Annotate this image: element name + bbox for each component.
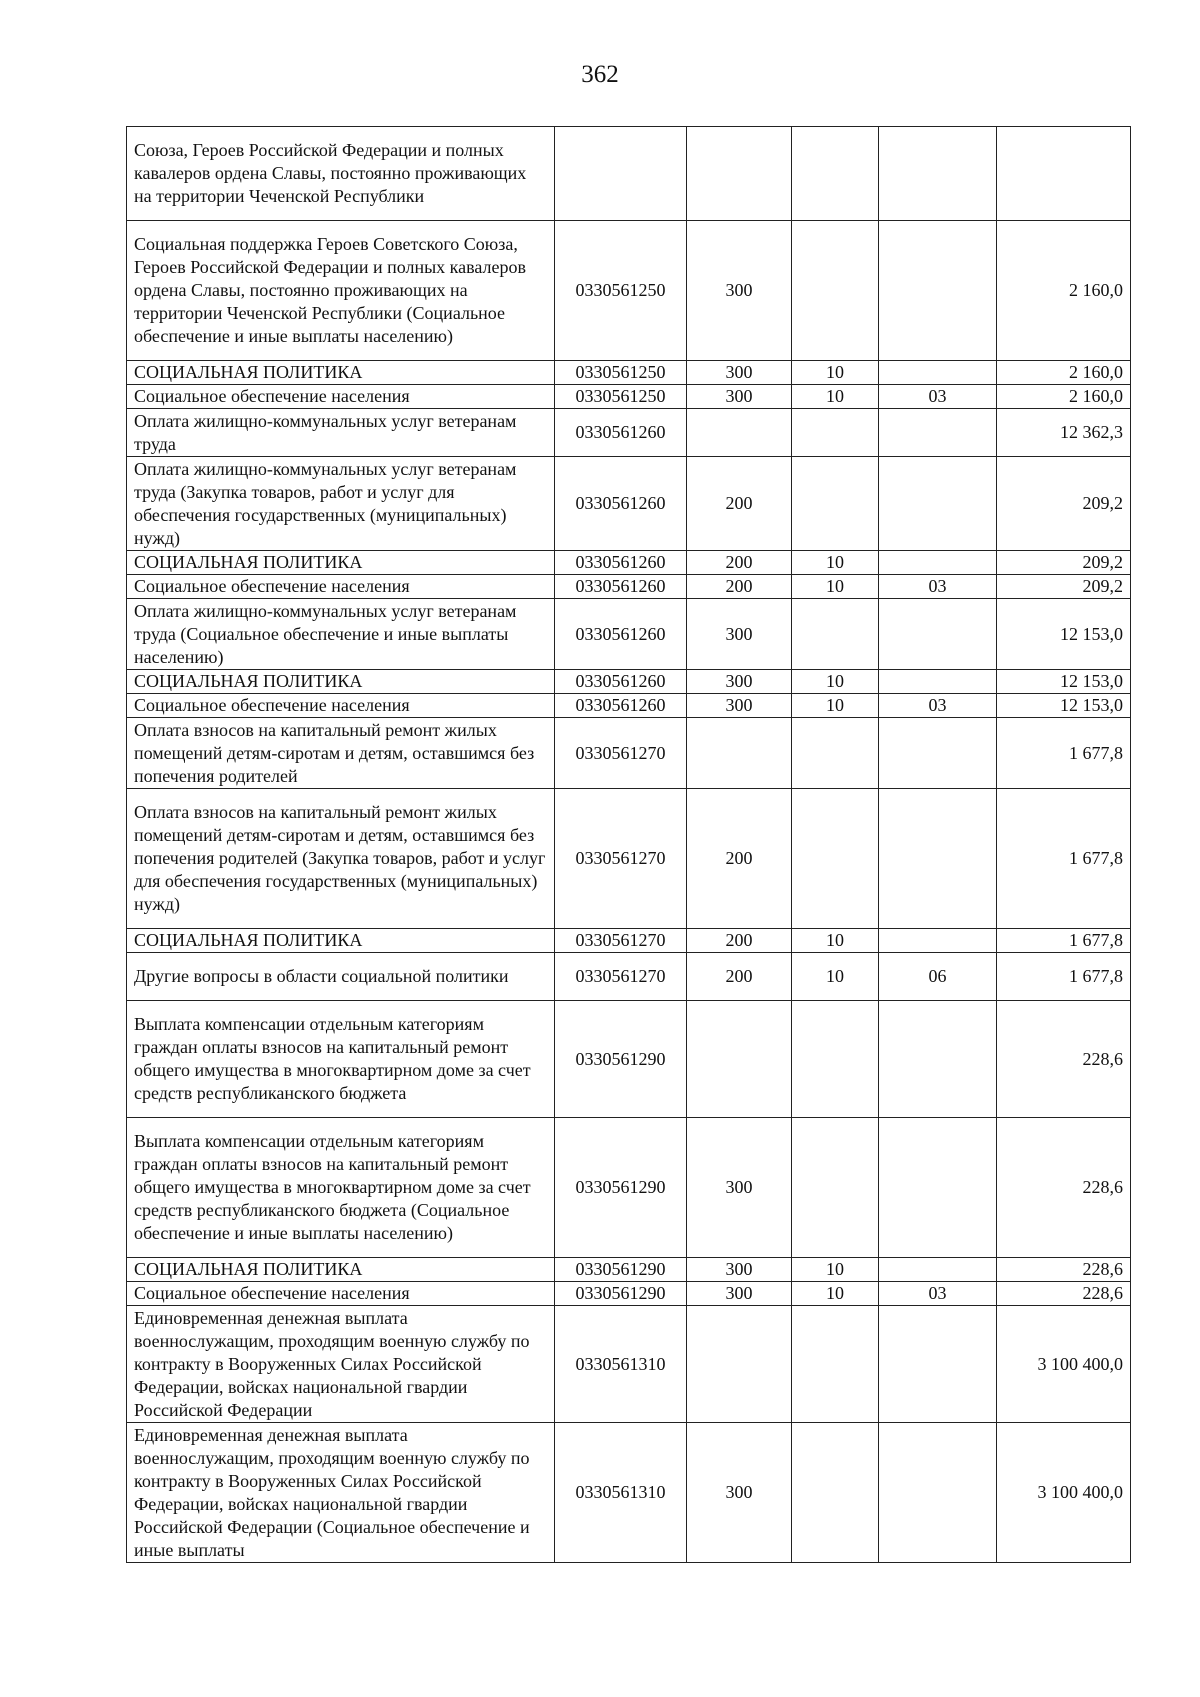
item-name: СОЦИАЛЬНАЯ ПОЛИТИКА xyxy=(127,551,555,575)
item-name: Оплата взносов на капитальный ремонт жилых помещений детям-сиротам и детям, оставшимся без попечения родителей xyxy=(127,718,555,789)
section-code xyxy=(792,1001,879,1118)
target-article-code: 0330561250 xyxy=(555,361,687,385)
subsection-code xyxy=(879,409,997,457)
amount: 1 677,8 xyxy=(997,789,1131,929)
target-article-code: 0330561310 xyxy=(555,1306,687,1423)
section-code: 10 xyxy=(792,385,879,409)
target-article-code: 0330561270 xyxy=(555,929,687,953)
target-article-code: 0330561260 xyxy=(555,694,687,718)
table-row xyxy=(127,1423,1131,1563)
subsection-code xyxy=(879,1001,997,1118)
item-name: СОЦИАЛЬНАЯ ПОЛИТИКА xyxy=(127,1258,555,1282)
expense-type-code: 200 xyxy=(687,457,792,551)
table-row xyxy=(127,551,1131,575)
item-name: Единовременная денежная выплата военнослужащим, проходящим военную службу по контракту в Вооруженных Силах Российской Федерации, войсках национальной гвардии Российской Федерации xyxy=(127,1306,555,1423)
subsection-code xyxy=(879,599,997,670)
target-article-code: 0330561290 xyxy=(555,1118,687,1258)
amount: 3 100 400,0 xyxy=(997,1423,1131,1563)
section-code xyxy=(792,1118,879,1258)
table-row xyxy=(127,409,1131,457)
amount: 209,2 xyxy=(997,575,1131,599)
target-article-code: 0330561250 xyxy=(555,221,687,361)
item-name: Единовременная денежная выплата военнослужащим, проходящим военную службу по контракту в Вооруженных Силах Российской Федерации, войсках национальной гвардии Российской Федерации (Социальное обеспечение и иные выплаты xyxy=(127,1423,555,1563)
subsection-code xyxy=(879,457,997,551)
amount: 12 153,0 xyxy=(997,694,1131,718)
expense-type-code: 300 xyxy=(687,1423,792,1563)
section-code xyxy=(792,127,879,221)
amount: 228,6 xyxy=(997,1118,1131,1258)
table-row xyxy=(127,953,1131,1001)
amount: 2 160,0 xyxy=(997,361,1131,385)
amount: 1 677,8 xyxy=(997,929,1131,953)
section-code: 10 xyxy=(792,1258,879,1282)
subsection-code xyxy=(879,361,997,385)
expense-type-code: 300 xyxy=(687,361,792,385)
item-name: Оплата жилищно-коммунальных услуг ветеранам труда (Закупка товаров, работ и услуг для обеспечения государственных (муниципальных) нужд) xyxy=(127,457,555,551)
target-article-code: 0330561270 xyxy=(555,789,687,929)
amount: 12 153,0 xyxy=(997,599,1131,670)
section-code xyxy=(792,718,879,789)
table-row xyxy=(127,1001,1131,1118)
expense-type-code: 200 xyxy=(687,953,792,1001)
section-code xyxy=(792,409,879,457)
item-name: Оплата взносов на капитальный ремонт жилых помещений детям-сиротам и детям, оставшимся без попечения родителей (Закупка товаров, работ и услуг для обеспечения государственных (муниципальных) нужд) xyxy=(127,789,555,929)
subsection-code xyxy=(879,929,997,953)
subsection-code xyxy=(879,1423,997,1563)
expense-type-code: 300 xyxy=(687,1118,792,1258)
item-name: СОЦИАЛЬНАЯ ПОЛИТИКА xyxy=(127,929,555,953)
section-code xyxy=(792,1306,879,1423)
item-name: Социальное обеспечение населения xyxy=(127,385,555,409)
expense-type-code xyxy=(687,718,792,789)
item-name: Социальное обеспечение населения xyxy=(127,575,555,599)
section-code: 10 xyxy=(792,1282,879,1306)
subsection-code xyxy=(879,127,997,221)
target-article-code: 0330561290 xyxy=(555,1258,687,1282)
table-row xyxy=(127,361,1131,385)
subsection-code xyxy=(879,551,997,575)
expense-type-code: 200 xyxy=(687,789,792,929)
target-article-code xyxy=(555,127,687,221)
item-name: Выплата компенсации отдельным категориям граждан оплаты взносов на капитальный ремонт общего имущества в многоквартирном доме за счет средств республиканского бюджета (Социальное обеспечение и иные выплаты населению) xyxy=(127,1118,555,1258)
table-row xyxy=(127,385,1131,409)
expense-type-code: 300 xyxy=(687,385,792,409)
expense-type-code: 300 xyxy=(687,221,792,361)
item-name: Социальное обеспечение населения xyxy=(127,1282,555,1306)
subsection-code xyxy=(879,221,997,361)
amount: 12 153,0 xyxy=(997,670,1131,694)
item-name: Другие вопросы в области социальной политики xyxy=(127,953,555,1001)
expense-type-code xyxy=(687,127,792,221)
target-article-code: 0330561260 xyxy=(555,457,687,551)
item-name: СОЦИАЛЬНАЯ ПОЛИТИКА xyxy=(127,361,555,385)
section-code: 10 xyxy=(792,361,879,385)
amount: 228,6 xyxy=(997,1001,1131,1118)
table-row xyxy=(127,670,1131,694)
amount xyxy=(997,127,1131,221)
expense-type-code: 300 xyxy=(687,694,792,718)
target-article-code: 0330561270 xyxy=(555,718,687,789)
table-row xyxy=(127,718,1131,789)
section-code xyxy=(792,599,879,670)
section-code xyxy=(792,789,879,929)
subsection-code: 03 xyxy=(879,694,997,718)
section-code: 10 xyxy=(792,551,879,575)
subsection-code xyxy=(879,789,997,929)
target-article-code: 0330561250 xyxy=(555,385,687,409)
section-code xyxy=(792,457,879,551)
table-row xyxy=(127,1118,1131,1258)
section-code: 10 xyxy=(792,575,879,599)
table-row xyxy=(127,457,1131,551)
section-code: 10 xyxy=(792,694,879,718)
amount: 209,2 xyxy=(997,457,1131,551)
subsection-code: 06 xyxy=(879,953,997,1001)
item-name: Социальная поддержка Героев Советского Союза, Героев Российской Федерации и полных кавалеров ордена Славы, постоянно проживающих на территории Чеченской Республики (Социальное обеспечение и иные выплаты населению) xyxy=(127,221,555,361)
amount: 1 677,8 xyxy=(997,953,1131,1001)
expense-type-code: 300 xyxy=(687,670,792,694)
item-name: Оплата жилищно-коммунальных услуг ветеранам труда (Социальное обеспечение и иные выплаты населению) xyxy=(127,599,555,670)
target-article-code: 0330561260 xyxy=(555,409,687,457)
section-code: 10 xyxy=(792,953,879,1001)
target-article-code: 0330561260 xyxy=(555,599,687,670)
target-article-code: 0330561260 xyxy=(555,551,687,575)
target-article-code: 0330561310 xyxy=(555,1423,687,1563)
subsection-code: 03 xyxy=(879,385,997,409)
item-name: Выплата компенсации отдельным категориям граждан оплаты взносов на капитальный ремонт общего имущества в многоквартирном доме за счет средств республиканского бюджета xyxy=(127,1001,555,1118)
expense-type-code: 300 xyxy=(687,599,792,670)
expense-type-code xyxy=(687,409,792,457)
expense-type-code xyxy=(687,1306,792,1423)
table-row xyxy=(127,789,1131,929)
table-row xyxy=(127,1258,1131,1282)
subsection-code xyxy=(879,718,997,789)
table-row xyxy=(127,599,1131,670)
budget-table xyxy=(126,126,1131,1563)
section-code: 10 xyxy=(792,670,879,694)
table-row xyxy=(127,127,1131,221)
amount: 209,2 xyxy=(997,551,1131,575)
item-name: Союза, Героев Российской Федерации и полных кавалеров ордена Славы, постоянно проживающих на территории Чеченской Республики xyxy=(127,127,555,221)
subsection-code xyxy=(879,670,997,694)
table-row xyxy=(127,575,1131,599)
subsection-code xyxy=(879,1258,997,1282)
item-name: Социальное обеспечение населения xyxy=(127,694,555,718)
amount: 3 100 400,0 xyxy=(997,1306,1131,1423)
amount: 228,6 xyxy=(997,1282,1131,1306)
table-row xyxy=(127,1306,1131,1423)
budget-table-body xyxy=(127,127,1131,1563)
expense-type-code xyxy=(687,1001,792,1118)
subsection-code xyxy=(879,1118,997,1258)
expense-type-code: 200 xyxy=(687,575,792,599)
subsection-code: 03 xyxy=(879,1282,997,1306)
table-row xyxy=(127,694,1131,718)
expense-type-code: 300 xyxy=(687,1282,792,1306)
amount: 228,6 xyxy=(997,1258,1131,1282)
table-row xyxy=(127,1282,1131,1306)
section-code: 10 xyxy=(792,929,879,953)
target-article-code: 0330561290 xyxy=(555,1282,687,1306)
target-article-code: 0330561260 xyxy=(555,670,687,694)
amount: 12 362,3 xyxy=(997,409,1131,457)
expense-type-code: 200 xyxy=(687,551,792,575)
subsection-code xyxy=(879,1306,997,1423)
subsection-code: 03 xyxy=(879,575,997,599)
amount: 2 160,0 xyxy=(997,221,1131,361)
amount: 2 160,0 xyxy=(997,385,1131,409)
expense-type-code: 200 xyxy=(687,929,792,953)
target-article-code: 0330561260 xyxy=(555,575,687,599)
expense-type-code: 300 xyxy=(687,1258,792,1282)
target-article-code: 0330561270 xyxy=(555,953,687,1001)
table-row xyxy=(127,221,1131,361)
table-row xyxy=(127,929,1131,953)
target-article-code: 0330561290 xyxy=(555,1001,687,1118)
item-name: Оплата жилищно-коммунальных услуг ветеранам труда xyxy=(127,409,555,457)
item-name: СОЦИАЛЬНАЯ ПОЛИТИКА xyxy=(127,670,555,694)
section-code xyxy=(792,221,879,361)
section-code xyxy=(792,1423,879,1563)
amount: 1 677,8 xyxy=(997,718,1131,789)
page-number: 362 xyxy=(581,61,619,88)
